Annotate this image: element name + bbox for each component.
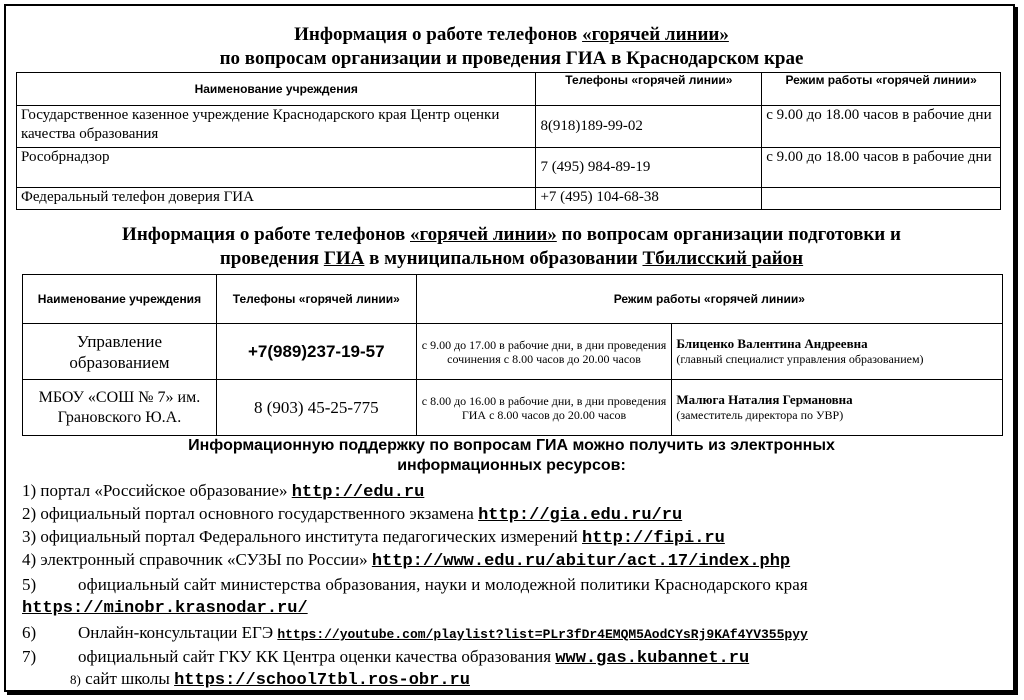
item-number: 5) [22, 575, 37, 594]
person-role: (главный специалист управления образованием) [676, 352, 924, 366]
section2-title-text: проведения [219, 248, 324, 269]
section2-title-text: по вопросам организации подготовки и [556, 224, 901, 245]
list-item [22, 646, 749, 670]
item-text: электронный справочник «СУЗЫ по России» [40, 550, 372, 569]
header-institution: Наименование учреждения [23, 275, 217, 324]
item-text: портал «Российское образование» [40, 481, 292, 500]
phone-number: 7 (495) 984-89-19 [536, 148, 762, 188]
person-name: Блиценко Валентина Андреевна [676, 336, 868, 351]
item-text: Онлайн-консультации ЕГЭ [78, 623, 278, 642]
resource-link[interactable]: https://youtube.com/playlist?list=PLr3fDr4EMQM5AodCYsRj9KAf4YV355pyy [277, 627, 808, 642]
phone-number: 8(918)189-99-02 [536, 106, 762, 148]
list-item [22, 480, 424, 504]
list-item [22, 503, 682, 527]
section2-title-text: в муниципальном образовании [364, 248, 643, 269]
item-number: 4) [22, 550, 37, 569]
person-name: Малюга Наталия Германовна [676, 392, 853, 407]
table-row [17, 106, 1001, 148]
info-title: Информационную поддержку по вопросам ГИА можно получить из электронных информационных ресурсов: [188, 437, 835, 474]
work-mode: с 9.00 до 18.00 часов в рабочие дни [762, 106, 1001, 148]
item-text: официальный сайт ГКУ КК Центра оценки качества образования [78, 647, 556, 666]
item-text: официальный портал Федерального института педагогических измерений [40, 527, 583, 546]
item-number: 7) [22, 647, 37, 666]
section1-title-underlined: «горячей линии» [582, 24, 729, 45]
phone-number: 8 (903) 45-25-775 [216, 380, 416, 436]
item-number: 6) [22, 623, 37, 642]
hotline-table-regional [16, 72, 1001, 210]
district-name: Тбилисский район [642, 248, 804, 269]
table-header-row [17, 73, 1001, 106]
list-item [22, 574, 1002, 620]
item-number: 2) [22, 504, 37, 523]
section2-title-text: Информация о работе телефонов [122, 224, 410, 245]
document-frame [4, 4, 1015, 692]
institution-name: МБОУ «СОШ № 7» им. Грановского Ю.А. [23, 380, 217, 436]
item-text: сайт школы [85, 669, 175, 688]
header-institution: Наименование учреждения [17, 73, 536, 106]
list-item [22, 622, 808, 646]
contact-person [672, 380, 1003, 436]
work-mode [762, 188, 1001, 210]
resource-link[interactable]: http://edu.ru [291, 483, 425, 502]
section2-title-underlined: ГИА [323, 248, 365, 269]
list-item [22, 526, 725, 550]
header-phones: Телефоны «горячей линии» [216, 275, 416, 324]
section2-subtitle [6, 248, 1017, 270]
item-number: 3) [22, 527, 37, 546]
phone-number: +7(989)237-19-57 [216, 324, 416, 380]
institution-name: Управление образованием [23, 324, 217, 380]
table-header-row [23, 275, 1003, 324]
resource-link[interactable]: http://www.edu.ru/abitur/act.17/index.php [371, 552, 791, 571]
section1-subtitle: по вопросам организации и проведения ГИА в Краснодарском крае [219, 48, 804, 69]
work-mode: с 9.00 до 17.00 в рабочие дни, в дни проведения сочинения с 8.00 часов до 20.00 часов [416, 324, 672, 380]
list-item [70, 668, 470, 692]
phone-number: +7 (495) 104-68-38 [536, 188, 762, 210]
person-role: (заместитель директора по УВР) [676, 408, 844, 422]
resource-link[interactable]: https://school7tbl.ros-obr.ru [174, 671, 470, 690]
header-mode: Режим работы «горячей линии» [762, 73, 1001, 106]
resource-link[interactable]: http://fipi.ru [582, 529, 725, 548]
list-item [22, 549, 790, 573]
work-mode: с 9.00 до 18.00 часов в рабочие дни [762, 148, 1001, 188]
table-row [23, 324, 1003, 380]
table-row [23, 380, 1003, 436]
header-mode: Режим работы «горячей линии» [416, 275, 1002, 324]
item-text: официальный портал основного государственного экзамена [40, 504, 479, 523]
resource-link[interactable]: https://minobr.krasnodar.ru/ [22, 599, 308, 618]
institution-name: Федеральный телефон доверия ГИА [17, 188, 536, 210]
institution-name: Государственное казенное учреждение Краснодарского края Центр оценки качества образования [17, 106, 536, 148]
item-number: 1) [22, 481, 37, 500]
item-number: 8) [70, 672, 81, 687]
section1-title [6, 24, 1017, 46]
header-phones: Телефоны «горячей линии» [536, 73, 762, 106]
table-row [17, 188, 1001, 210]
resource-link[interactable]: http://gia.edu.ru/ru [478, 506, 683, 525]
resource-link[interactable]: www.gas.kubannet.ru [555, 649, 750, 668]
contact-person [672, 324, 1003, 380]
table-row [17, 148, 1001, 188]
section1-title-text: Информация о работе телефонов [294, 24, 583, 45]
section2-title [6, 224, 1017, 246]
section2-title-underlined: «горячей линии» [410, 224, 557, 245]
item-text: официальный сайт министерства образования, науки и молодежной политики Краснодарского края [78, 575, 808, 594]
hotline-table-municipal [22, 274, 1003, 436]
institution-name: Рособрнадзор [17, 148, 536, 188]
work-mode: с 8.00 до 16.00 в рабочие дни, в дни проведения ГИА с 8.00 часов до 20.00 часов [416, 380, 672, 436]
